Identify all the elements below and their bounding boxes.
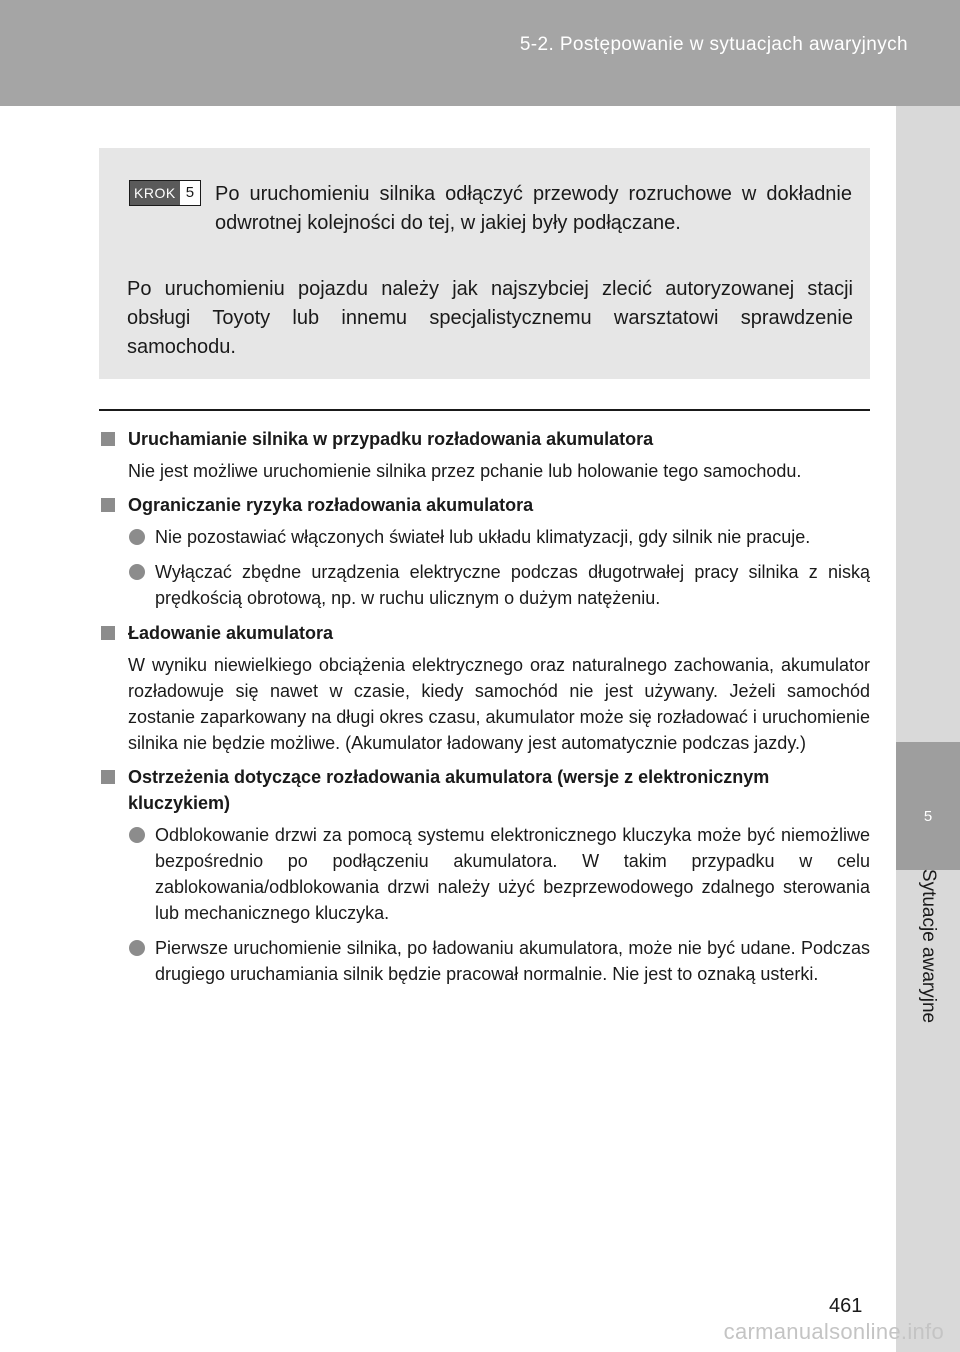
section-discharge-warnings xyxy=(99,764,870,987)
section-heading xyxy=(99,492,870,518)
list-item-text: Nie pozostawiać włączonych świateł lub układu klimatyzacji, gdy silnik nie pracuje. xyxy=(155,527,811,547)
section-engine-start xyxy=(99,426,870,484)
list-item xyxy=(99,559,870,611)
chapter-header-title: 5-2. Postępowanie w sytuacjach awaryjnych xyxy=(519,34,908,55)
section-discharge-risk xyxy=(99,492,870,611)
list-item-text: Wyłączać zbędne urządzenia elektryczne podczas długotrwałej pracy silnika z niską prędkością obrotową, np. w ruchu ulicznym o dużym natężeniu. xyxy=(155,562,870,608)
section-heading xyxy=(99,426,870,452)
main-content xyxy=(99,426,870,996)
square-bullet-icon xyxy=(101,498,115,512)
section-heading-text: Ładowanie akumulatora xyxy=(128,623,334,643)
list-item xyxy=(99,822,870,926)
section-paragraph: W wyniku niewielkiego obciążenia elektrycznego oraz naturalnego zachowania, akumulator rozładowuje się nawet w czasie, kiedy samochód nie jest używany. Jeżeli samochód zostanie zaparkowany na długi okres czasu, akumulator może się rozładować i uruchomienie silnika nie będzie możliwe. (Akumulator ładowany jest automatycznie podczas jazdy.) xyxy=(128,655,870,753)
page-number: 461 xyxy=(829,1295,863,1317)
square-bullet-icon xyxy=(101,432,115,446)
chapter-tab-label: Sytuacje awaryjne xyxy=(918,868,939,1024)
circle-bullet-icon xyxy=(129,827,145,843)
list-item xyxy=(99,935,870,987)
square-bullet-icon xyxy=(101,626,115,640)
square-bullet-icon xyxy=(101,770,115,784)
section-heading-text: Ostrzeżenia dotyczące rozładowania akumulatora (wersje z elektronicznym kluczykiem) xyxy=(128,767,770,813)
section-heading xyxy=(99,764,870,816)
step-badge-number: 5 xyxy=(180,181,200,205)
bullet-list xyxy=(99,822,870,987)
step-note: Po uruchomieniu pojazdu należy jak najszybciej zlecić autoryzowanej stacji obsługi Toyoty lub innemu specjalistycznemu warsztatowi sprawdzenie samochodu. xyxy=(127,278,853,358)
circle-bullet-icon xyxy=(129,529,145,545)
section-heading-text: Uruchamianie silnika w przypadku rozładowania akumulatora xyxy=(128,429,654,449)
section-divider xyxy=(99,409,870,411)
step-text: Po uruchomieniu silnika odłączyć przewody rozruchowe w dokładnie odwrotnej kolejności do tej, w jakiej były podłączane. xyxy=(215,183,852,234)
step-badge xyxy=(129,180,201,206)
section-heading xyxy=(99,620,870,646)
section-heading-text: Ograniczanie ryzyka rozładowania akumulatora xyxy=(128,495,534,515)
section-paragraph: Nie jest możliwe uruchomienie silnika przez pchanie lub holowanie tego samochodu. xyxy=(128,461,802,481)
list-item-text: Odblokowanie drzwi za pomocą systemu elektronicznego kluczyka może być niemożliwe bezpośrednio po podłączeniu akumulatora. W takim przypadku w celu zablokowania/odblokowania drzwi należy użyć bezprzewodowego zdalnego sterowania lub mechanicznego kluczyka. xyxy=(155,825,870,923)
step-badge-label: KROK xyxy=(130,181,180,205)
circle-bullet-icon xyxy=(129,940,145,956)
section-battery-charging xyxy=(99,620,870,756)
watermark: carmanualsonline.info xyxy=(723,1319,944,1344)
bullet-list xyxy=(99,524,870,611)
list-item-text: Pierwsze uruchomienie silnika, po ładowaniu akumulatora, może nie być udane. Podczas drugiego uruchamiania silnik będzie pracował normalnie. Nie jest to oznaką usterki. xyxy=(155,938,870,984)
chapter-tab-number: 5 xyxy=(923,808,933,825)
circle-bullet-icon xyxy=(129,564,145,580)
list-item xyxy=(99,524,870,550)
chapter-side-strip xyxy=(896,106,960,1352)
